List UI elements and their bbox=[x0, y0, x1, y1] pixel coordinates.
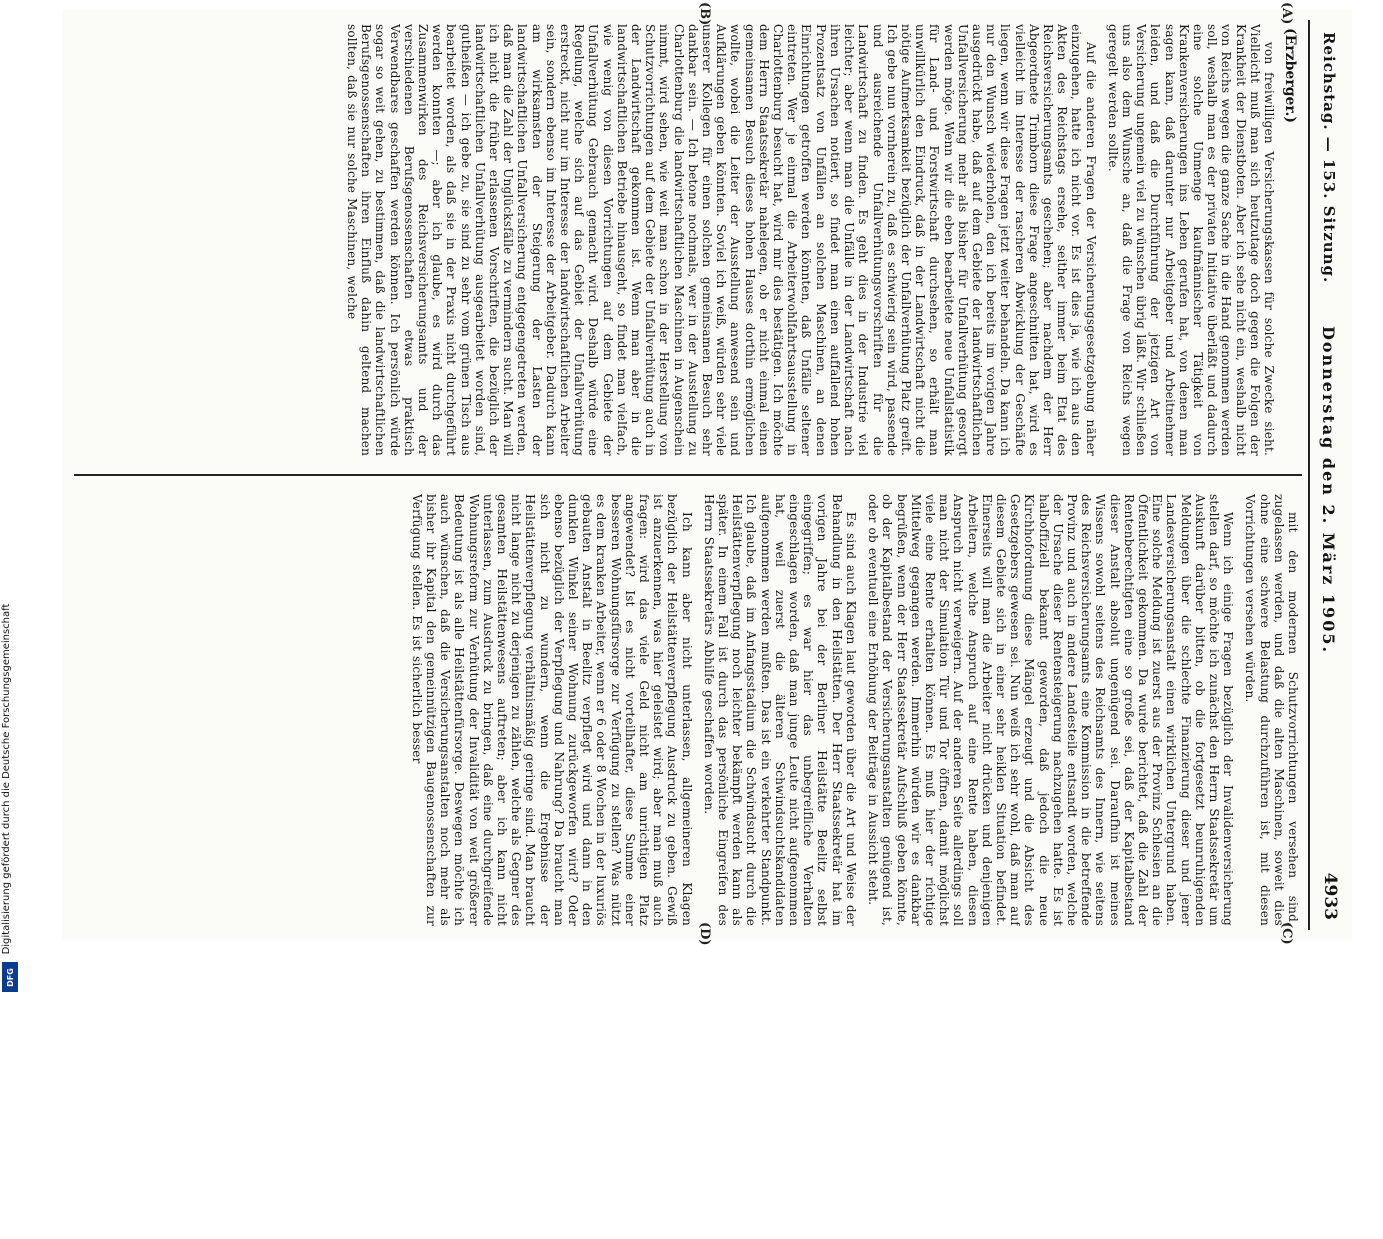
margin-strip bbox=[0, 0, 22, 1000]
speaker-name: (Erzberger.) bbox=[1282, 28, 1298, 123]
margin-marker-c: (C) bbox=[1279, 922, 1294, 945]
page-number: 4933 bbox=[1320, 872, 1340, 920]
margin-marker-d: (D) bbox=[697, 922, 712, 946]
paragraph: Wenn ich einige Fragen bezüglich der Invalidenversicherung stellen darf, so möchte ich zunächst den Herrn Staatssekretär um Auskunft darüber bitten, ob die fortgesetzt beunruhigenden Meldungen über die schlechte Finanzierung dieser und jener Landesversicherungsanstalt einen wirklichen Untergrund haben. Eine solche Meldung ist zuerst aus der Provinz Schlesien an die Öffentlichkeit gekommen. Da wurde berichtet, daß die Zahl der Rentenberechtigten eine so große sei, daß der Kapitalbestand dieser Anstalt absolut ungenügend sei. Daraufhin ist meines Wissens sowohl seitens des Reichsamts des Innern, wie seitens des Reichsversicherungsamts eine Kommission in die betreffende Provinz und auch in andere Landesteile entsandt worden, welche der Ursache dieser Rentensteigerung nachzugehen hatte. Es ist halboffiziell bekannt geworden, daß jedoch die neue Kirchhofordnung diese Mängel erzeugt und die Absicht des Gesetzgebers gewesen sei. Nun weiß ich sehr wohl, daß man auf diesem Gebiete sich in einer sehr heiklen Situation befindet. Einerseits will man die Arbeiter nicht drücken und denjenigen Arbeitern, welche Anspruch auf eine Rente haben, diesen Anspruch nicht verweigern. Auf der anderen Seite allerdings soll man nicht der Simulation Tür und Tor öffnen, damit möglichst viele eine Rente erhalten können. Es muß hier der richtige Mittelweg gegangen werden. Immerhin würden wir es dankbar begrüßen, wenn der Herr Staatssekretär Aufschluß geben könnte, ob der Kapitalbestand der Versicherungsanstalten genügend ist, oder ob eventuell eine Erhöhung der Beiträge in Aussicht steht. bbox=[866, 494, 1236, 926]
left-column bbox=[70, 24, 1300, 456]
column-divider bbox=[74, 474, 1302, 476]
digitization-credit-note: Digitalisierung gefördert durch die Deutsche Forschungsgemeinschaft bbox=[1, 603, 12, 955]
margin-marker-b: (B) bbox=[697, 2, 712, 26]
scanned-page bbox=[62, 2, 1352, 946]
paragraph: mit den modernen Schutzvorrichtungen versehen sind, zugelassen werden, und daß die alten Maschinen, soweit dies ohne eine schwere Belastung durchzuführen ist, mit diesen Vorrichtungen versehen würden. bbox=[1243, 494, 1300, 926]
paragraph: Ich kann aber nicht unterlassen, allgemeineren Klagen bezüglich der Heilstättenverpflegung Ausdruck zu geben. Gewiß ist anzuerkennen, was hier geleistet wird; aber man muß auch fragen: wird das viele Geld nicht am unrichtigen Platz angewendet? Ist es nicht vorteilhafter, diese Summe einer besseren Wohnungsfürsorge zur Verfügung zu stellen? Was nützt es dem kranken Arbeiter, wenn er 6 oder 8 Wochen in der luxuriös gebauten Anstalt in Beelitz verpflegt wird und dann in den dunklen Winkel seiner Wohnung zurückgeworfen wird? Oder ebenso bezüglich der Verpflegung und Nahrung? Da braucht man sich nicht zu wundern, wenn die Ergebnisse der Heilstättenverpflegung verhältnismäßig geringe sind. Man braucht nicht lange nicht zu derjenigen zu zählen, welche als Gegner des gesamten Heilstättenwesens auftreten; aber ich kann nicht unterlassen, zum Ausdruck zu bringen, daß eine durchgreifende Wohnungsreform zur Verhütung der Invalidität von weit größerer Bedeutung ist als alle Heilstättenfürsorge. Deswegen möchte ich auch wünschen, daß die Versicherungsanstalten noch mehr als bisher ihr Kapital den gemeinnützigen Baugenossenschaften zur Verfügung stellen. Es ist sicherlich besser bbox=[409, 494, 694, 926]
running-head bbox=[1312, 10, 1352, 940]
page-content bbox=[62, 2, 1352, 946]
paragraph: von freiwilligen Versicherungskassen für solche Zwecke sieht. Vielleicht muß man sich heutzutage doch gegen die Folgen der Krankheit der Dienstboten. Aber ich sehe nicht ein, weshalb nicht von Reichs wegen die ganze Sache in die Hand genommen werden soll, weshalb man es der privaten Initiative überläßt und dadurch eine solche Unmenge kaufmännischer Tätigkeit von Krankenversicherungen ins Leben gerufen hat, von denen man sagen kann, daß darunter nur Arbeitgeber und Arbeitnehmer leiden, und daß die Durchführung der jetzigen Art von Versicherung ungemein viel zu wünschen übrig läßt. Wir schließen uns also dem Wunsche an, daß die Frage von Reichs wegen geregelt werden sollte. bbox=[1105, 24, 1276, 456]
session-date: Donnerstag den 2. März 1905. bbox=[1319, 325, 1338, 655]
paragraph: Auf die anderen Fragen der Versicherungsgesetzgebung näher einzugehen, hatte ich nicht vor. Es ist dies ja, wie ich aus den Akten des Reichstags ersehe, seither immer beim Etat des Reichsversicherungsamts geschehen; aber nachdem der Herr Abgeordnete Trimborn diese Frage angeschnitten hat, wird es vielleicht im Interesse der rascheren Abwicklung der Geschäfte liegen, wenn wir diese Fragen jetzt weiter behandeln. Da kann ich nur den Wunsch wiederholen, den ich bereits im vorigen Jahre ausgedrückt habe, daß auf dem Gebiete der landwirtschaftlichen Unfallversicherung mehr als bisher für Unfallverhütung gesorgt werden möge. Wenn wir die eben bearbeitete neue Unfallstatistik für Land- und Forstwirtschaft durchsehen, so erhält man unwillkürlich den Eindruck, daß in der Landwirtschaft nicht die nötige Aufmerksamkeit bezüglich der Unfallverhütung Platz greift. Ich gebe nun vornherein zu, daß es schwierig sein wird, passende und ausreichende Unfallverhütungsvorschriften für die Landwirtschaft zu finden. Es geht dies in der Industrie viel leichter; aber wenn man die Unfälle in der Landwirtschaft nach ihren Ursachen notiert, so findet man einen auffallend hohen Prozentsatz von Unfällen an solchen Maschinen, an denen Einrichtungen getroffen werden könnten, daß Unfälle seltener eintreten. Wer je einmal die Arbeiterwohlfahrtsausstellung in Charlottenburg besucht hat, wird mir dies bestätigen. Ich möchte dem Herrn Staatssekretär nahelegen, ob er nicht einmal einen gemeinsamen Besuch dieses hohen Hauses dorthin ermöglichen wollte, wobei die Leiter der Ausstellung anwesend sein und Aufklärungen geben könnten. Soviel ich weiß, würden sehr viele unserer Kollegen für einen solchen gemeinsamen Besuch sehr dankbar sein. — Ich betone nochmals, wer in der Ausstellung zu Charlottenburg die landwirtschaftlichen Maschinen in Augenschein nimmt, wird sehen, wie weit man schon in der Herstellung von Schutzvorrichtungen auf dem Gebiete der Unfallverhütung auch in der Landwirtschaft gekommen ist. Wenn man aber in die landwirtschaftlichen Betriebe hinausgeht, so findet man vielfach, wie wenig von diesen Vorrichtungen auf dem Gebiete der Unfallverhütung Gebrauch gemacht wird. Deshalb würde eine Regelung, welche sich auf das Gebiet der Unfallverhütung erstreckt, nicht nur im Interesse der landwirtschaftlichen Arbeiter sein, sondern ebenso im Interesse der Arbeitgeber. Dadurch kann am wirksamsten der Steigerung der Lasten der landwirtschaftlichen Unfallversicherung entgegengetreten werden, daß man die Zahl der Unglücksfälle zu vermindern sucht. Man will ich nicht die früher erlassenen Vorschriften, die bezüglich der landwirtschaftlichen Unfallverhütung ausgearbeitet worden sind, gutheißen — ich gebe zu, sie sind zu sehr vom grünen Tisch aus bearbeitet worden, als daß sie in der Praxis nicht durchgeführt werden konnten —; aber ich glaube, es wird durch das Zusammenwirken des Reichsversicherungsamts und der verschiedenen Berufsgenossenschaften etwas praktisch Verwendbares geschaffen werden können. Ich persönlich würde sogar so weit gehen, zu bestimmen, daß die landwirtschaftlichen Berufsgenossenschaften ihren Einfluß dahin geltend machen sollten, daß sie nur solche Maschinen, welche bbox=[345, 24, 1098, 456]
header-rule bbox=[1308, 20, 1310, 930]
dfg-logo: DFG bbox=[2, 962, 18, 992]
session-title: Reichstag. — 153. Sitzung. bbox=[1320, 32, 1338, 284]
paragraph: Es sind auch Klagen laut geworden über die Art und Weise der Behandlung in den Heilstätten. Der Herr Staatssekretär hat im vorigen Jahre bei der Berliner Heilstätte Beelitz selbst eingegriffen; es war hier das unbegreifliche Verhalten eingeschlagen worden, daß man junge Leute nicht aufgenommen hat, weil zuerst die älteren Schwindsuchtskandidaten aufgenommen werden mußten. Das ist ein verkehrter Standpunkt. Ich glaube, daß im Anfangsstadium die Schwindsucht durch die Heilstättenverpflegung noch leichter bekämpft werden kann als später. In einem Fall ist durch das persönliche Eingreifen des Herrn Staatssekretärs Abhilfe geschaffen worden. bbox=[701, 494, 858, 926]
margin-marker-a: (A) bbox=[1279, 2, 1294, 25]
right-column bbox=[70, 494, 1300, 926]
